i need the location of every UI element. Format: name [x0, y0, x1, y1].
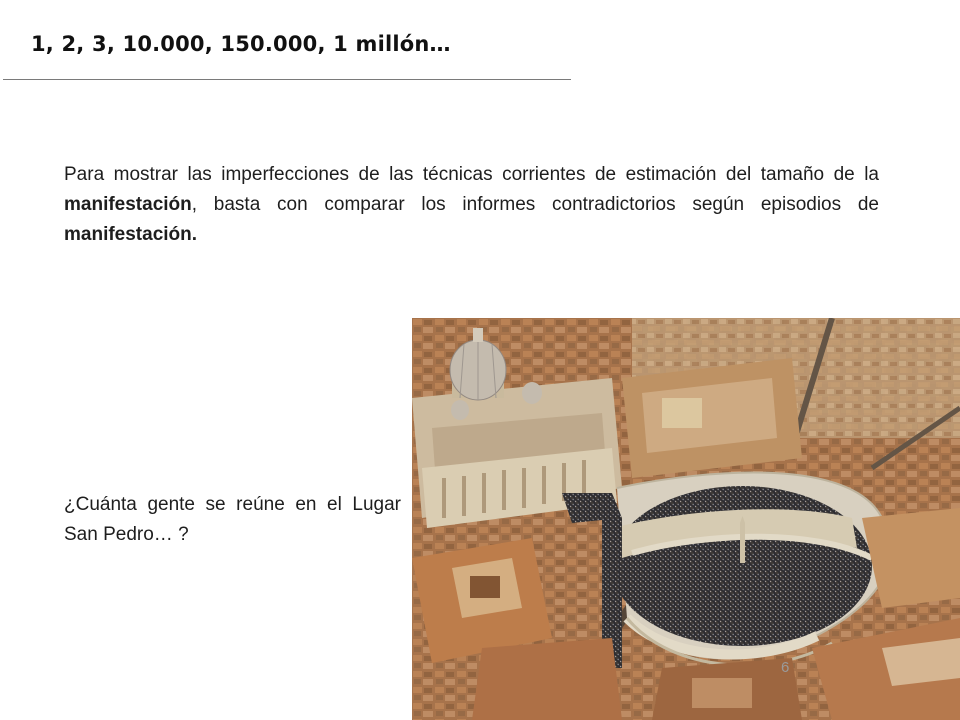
- paragraph-bold-1: manifestación: [64, 194, 192, 215]
- question-text: ¿Cuánta gente se reúne en el Lugar San Pedro… ?: [64, 494, 401, 545]
- paragraph-text-2: , basta con comparar los informes contradictorios según episodios de: [191, 194, 879, 215]
- body-paragraph: [64, 160, 879, 250]
- title-divider: [3, 79, 571, 80]
- paragraph-text-1: Para mostrar las imperfecciones de las técnicas corrientes de estimación del tamaño de la: [64, 164, 879, 185]
- st-peters-square-photo: [412, 318, 960, 720]
- paragraph-bold-2: manifestación.: [64, 224, 198, 245]
- slide-title: 1, 2, 3, 10.000, 150.000, 1 millón…: [31, 32, 451, 56]
- page-number: 6: [781, 659, 790, 676]
